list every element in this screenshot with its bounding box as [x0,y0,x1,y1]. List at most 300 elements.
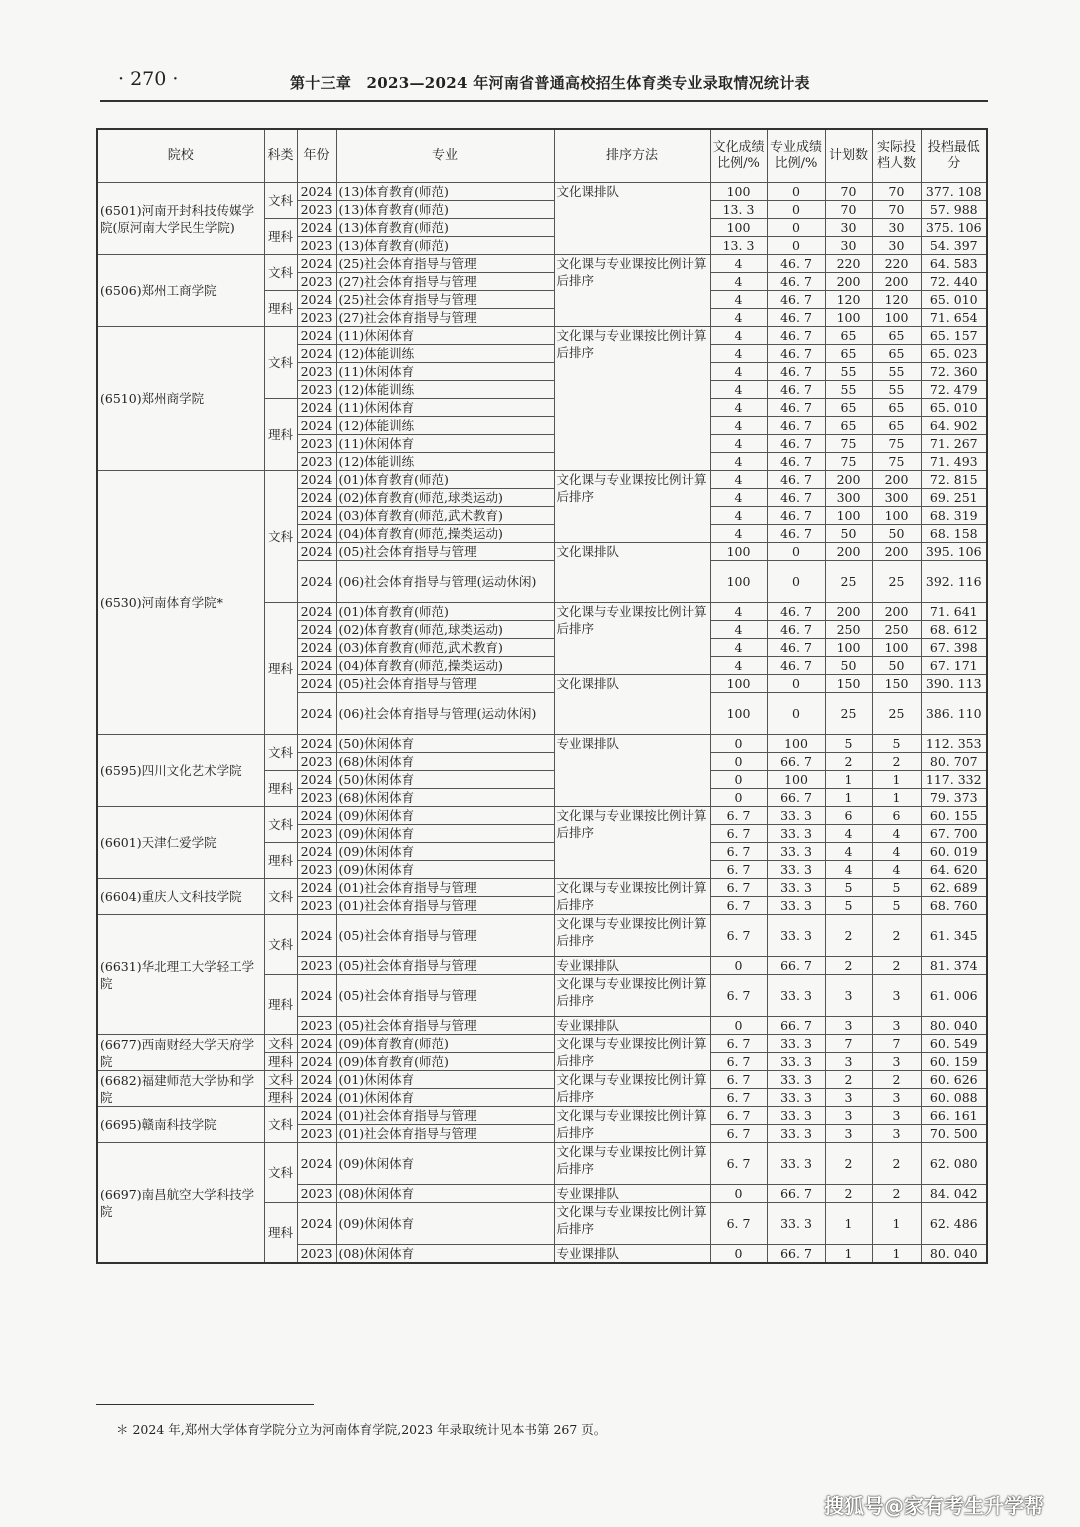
actual-cell: 120 [872,291,921,309]
pro-ratio-cell: 46. 7 [767,471,825,489]
major-cell: (12)体能训练 [336,453,554,471]
pro-ratio-cell: 33. 3 [767,1089,825,1107]
actual-cell: 3 [872,1089,921,1107]
pro-ratio-cell: 46. 7 [767,273,825,291]
plan-cell: 120 [825,291,872,309]
actual-cell: 65 [872,399,921,417]
year-cell: 2024 [297,1053,336,1071]
major-cell: (13)体育教育(师范) [336,237,554,255]
category-cell: 理科 [264,291,297,327]
pro-ratio-cell: 0 [767,237,825,255]
culture-ratio-cell: 100 [710,675,767,693]
major-cell: (09)休闲体育 [336,1143,554,1185]
plan-cell: 1 [825,1245,872,1264]
category-cell: 理科 [264,771,297,807]
col-header-actual: 实际投档人数 [872,129,921,183]
col-header-plan: 计划数 [825,129,872,183]
year-cell: 2023 [297,237,336,255]
school-cell: (6530)河南体育学院* [97,471,264,735]
culture-ratio-cell: 6. 7 [710,861,767,879]
actual-cell: 2 [872,957,921,975]
culture-ratio-cell: 0 [710,1185,767,1203]
min-score-cell: 377. 108 [921,183,987,201]
plan-cell: 2 [825,957,872,975]
culture-ratio-cell: 4 [710,399,767,417]
pro-ratio-cell: 46. 7 [767,639,825,657]
table-row [97,1143,987,1185]
year-cell: 2024 [297,693,336,735]
actual-cell: 25 [872,561,921,603]
plan-cell: 3 [825,975,872,1017]
plan-cell: 3 [825,1017,872,1035]
pro-ratio-cell: 46. 7 [767,417,825,435]
min-score-cell: 67. 700 [921,825,987,843]
plan-cell: 55 [825,363,872,381]
min-score-cell: 72. 479 [921,381,987,399]
major-cell: (50)休闲体育 [336,735,554,753]
min-score-cell: 70. 500 [921,1125,987,1143]
school-cell: (6631)华北理工大学轻工学院 [97,915,264,1035]
plan-cell: 2 [825,1185,872,1203]
method-cell: 文化课与专业课按比例计算后排序 [554,1203,710,1245]
actual-cell: 1 [872,771,921,789]
school-cell: (6697)南昌航空大学科技学院 [97,1143,264,1264]
actual-cell: 100 [872,507,921,525]
plan-cell: 2 [825,1143,872,1185]
culture-ratio-cell: 6. 7 [710,1125,767,1143]
actual-cell: 2 [872,753,921,771]
table-header-row [97,129,987,183]
culture-ratio-cell: 4 [710,381,767,399]
method-cell: 文化课与专业课按比例计算后排序 [554,915,710,957]
min-score-cell: 79. 373 [921,789,987,807]
year-cell: 2024 [297,975,336,1017]
school-cell: (6506)郑州工商学院 [97,255,264,327]
pro-ratio-cell: 46. 7 [767,291,825,309]
plan-cell: 4 [825,861,872,879]
pro-ratio-cell: 33. 3 [767,897,825,915]
page-number: · 270 · [118,68,179,90]
culture-ratio-cell: 0 [710,1017,767,1035]
category-cell: 文科 [264,1143,297,1203]
category-cell: 文科 [264,1071,297,1089]
plan-cell: 75 [825,435,872,453]
plan-cell: 25 [825,693,872,735]
method-cell: 文化课与专业课按比例计算后排序 [554,807,710,879]
page-header [100,66,988,102]
method-cell: 文化课与专业课按比例计算后排序 [554,327,710,471]
culture-ratio-cell: 6. 7 [710,1107,767,1125]
major-cell: (03)体育教育(师范,武术教育) [336,507,554,525]
col-header-culture-ratio: 文化成绩比例/% [710,129,767,183]
major-cell: (01)体育教育(师范) [336,471,554,489]
pro-ratio-cell: 46. 7 [767,657,825,675]
col-header-category: 科类 [264,129,297,183]
actual-cell: 6 [872,807,921,825]
major-cell: (09)体育教育(师范) [336,1035,554,1053]
min-score-cell: 60. 019 [921,843,987,861]
pro-ratio-cell: 46. 7 [767,345,825,363]
actual-cell: 2 [872,915,921,957]
culture-ratio-cell: 4 [710,255,767,273]
plan-cell: 3 [825,1089,872,1107]
method-cell: 文化课与专业课按比例计算后排序 [554,975,710,1017]
pro-ratio-cell: 33. 3 [767,825,825,843]
major-cell: (05)社会体育指导与管理 [336,915,554,957]
pro-ratio-cell: 0 [767,183,825,201]
min-score-cell: 112. 353 [921,735,987,753]
plan-cell: 200 [825,543,872,561]
year-cell: 2024 [297,1107,336,1125]
min-score-cell: 67. 398 [921,639,987,657]
actual-cell: 50 [872,657,921,675]
year-cell: 2023 [297,381,336,399]
min-score-cell: 81. 374 [921,957,987,975]
culture-ratio-cell: 4 [710,345,767,363]
year-cell: 2024 [297,471,336,489]
plan-cell: 100 [825,507,872,525]
major-cell: (68)休闲体育 [336,789,554,807]
school-cell: (6595)四川文化艺术学院 [97,735,264,807]
actual-cell: 3 [872,1017,921,1035]
actual-cell: 3 [872,1107,921,1125]
method-cell: 专业课排队 [554,735,710,807]
method-cell: 文化课排队 [554,543,710,603]
category-cell: 文科 [264,1107,297,1143]
actual-cell: 100 [872,639,921,657]
pro-ratio-cell: 46. 7 [767,525,825,543]
min-score-cell: 68. 760 [921,897,987,915]
plan-cell: 25 [825,561,872,603]
plan-cell: 50 [825,657,872,675]
pro-ratio-cell: 46. 7 [767,603,825,621]
major-cell: (01)休闲体育 [336,1071,554,1089]
plan-cell: 65 [825,399,872,417]
min-score-cell: 395. 106 [921,543,987,561]
pro-ratio-cell: 46. 7 [767,399,825,417]
plan-cell: 65 [825,327,872,345]
pro-ratio-cell: 46. 7 [767,255,825,273]
plan-cell: 7 [825,1035,872,1053]
year-cell: 2023 [297,753,336,771]
table-row [97,807,987,825]
culture-ratio-cell: 6. 7 [710,975,767,1017]
table-row [97,327,987,345]
min-score-cell: 71. 267 [921,435,987,453]
year-cell: 2024 [297,183,336,201]
year-cell: 2023 [297,825,336,843]
actual-cell: 25 [872,693,921,735]
culture-ratio-cell: 4 [710,453,767,471]
major-cell: (25)社会体育指导与管理 [336,291,554,309]
actual-cell: 100 [872,309,921,327]
culture-ratio-cell: 6. 7 [710,879,767,897]
year-cell: 2023 [297,453,336,471]
major-cell: (50)休闲体育 [336,771,554,789]
major-cell: (13)体育教育(师范) [336,219,554,237]
culture-ratio-cell: 0 [710,1245,767,1264]
min-score-cell: 69. 251 [921,489,987,507]
pro-ratio-cell: 33. 3 [767,1053,825,1071]
culture-ratio-cell: 4 [710,603,767,621]
pro-ratio-cell: 33. 3 [767,879,825,897]
min-score-cell: 60. 549 [921,1035,987,1053]
year-cell: 2024 [297,657,336,675]
year-cell: 2024 [297,735,336,753]
method-cell: 文化课与专业课按比例计算后排序 [554,1107,710,1143]
min-score-cell: 392. 116 [921,561,987,603]
actual-cell: 1 [872,789,921,807]
major-cell: (09)休闲体育 [336,843,554,861]
school-cell: (6695)赣南科技学院 [97,1107,264,1143]
min-score-cell: 84. 042 [921,1185,987,1203]
category-cell: 文科 [264,879,297,915]
pro-ratio-cell: 66. 7 [767,1185,825,1203]
method-cell: 专业课排队 [554,1245,710,1264]
method-cell: 文化课与专业课按比例计算后排序 [554,1143,710,1185]
category-cell: 文科 [264,471,297,603]
plan-cell: 2 [825,915,872,957]
culture-ratio-cell: 100 [710,543,767,561]
min-score-cell: 60. 159 [921,1053,987,1071]
actual-cell: 3 [872,1053,921,1071]
actual-cell: 2 [872,1143,921,1185]
culture-ratio-cell: 6. 7 [710,825,767,843]
table-row [97,735,987,753]
year-cell: 2024 [297,543,336,561]
pro-ratio-cell: 100 [767,735,825,753]
major-cell: (05)社会体育指导与管理 [336,975,554,1017]
actual-cell: 5 [872,897,921,915]
min-score-cell: 72. 360 [921,363,987,381]
major-cell: (11)休闲体育 [336,363,554,381]
plan-cell: 200 [825,471,872,489]
pro-ratio-cell: 46. 7 [767,309,825,327]
actual-cell: 1 [872,1203,921,1245]
year-cell: 2023 [297,1185,336,1203]
school-cell: (6501)河南开封科技传媒学院(原河南大学民生学院) [97,183,264,255]
pro-ratio-cell: 46. 7 [767,363,825,381]
actual-cell: 2 [872,1185,921,1203]
major-cell: (09)休闲体育 [336,861,554,879]
pro-ratio-cell: 66. 7 [767,957,825,975]
min-score-cell: 65. 010 [921,291,987,309]
school-cell: (6510)郑州商学院 [97,327,264,471]
pro-ratio-cell: 33. 3 [767,1143,825,1185]
pro-ratio-cell: 33. 3 [767,1125,825,1143]
year-cell: 2024 [297,399,336,417]
major-cell: (01)社会体育指导与管理 [336,897,554,915]
major-cell: (04)体育教育(师范,操类运动) [336,657,554,675]
min-score-cell: 65. 023 [921,345,987,363]
major-cell: (02)体育教育(师范,球类运动) [336,621,554,639]
year-cell: 2023 [297,1245,336,1264]
major-cell: (09)体育教育(师范) [336,1053,554,1071]
major-cell: (25)社会体育指导与管理 [336,255,554,273]
col-header-major: 专业 [336,129,554,183]
major-cell: (11)休闲体育 [336,327,554,345]
culture-ratio-cell: 4 [710,489,767,507]
major-cell: (12)体能训练 [336,417,554,435]
plan-cell: 100 [825,639,872,657]
table-row [97,1107,987,1125]
year-cell: 2024 [297,1071,336,1089]
year-cell: 2024 [297,561,336,603]
actual-cell: 3 [872,975,921,1017]
category-cell: 文科 [264,735,297,771]
category-cell: 文科 [264,915,297,975]
plan-cell: 6 [825,807,872,825]
actual-cell: 150 [872,675,921,693]
plan-cell: 4 [825,843,872,861]
table-row [97,1035,987,1053]
pro-ratio-cell: 33. 3 [767,1203,825,1245]
major-cell: (13)体育教育(师范) [336,201,554,219]
year-cell: 2023 [297,1017,336,1035]
category-cell: 理科 [264,975,297,1035]
method-cell: 专业课排队 [554,1185,710,1203]
plan-cell: 50 [825,525,872,543]
year-cell: 2023 [297,1125,336,1143]
actual-cell: 70 [872,201,921,219]
major-cell: (01)社会体育指导与管理 [336,1125,554,1143]
pro-ratio-cell: 33. 3 [767,1071,825,1089]
major-cell: (09)休闲体育 [336,825,554,843]
category-cell: 理科 [264,219,297,255]
min-score-cell: 65. 157 [921,327,987,345]
major-cell: (01)体育教育(师范) [336,603,554,621]
plan-cell: 3 [825,1125,872,1143]
pro-ratio-cell: 0 [767,543,825,561]
major-cell: (05)社会体育指导与管理 [336,675,554,693]
year-cell: 2024 [297,915,336,957]
year-cell: 2024 [297,345,336,363]
method-cell: 文化课排队 [554,675,710,735]
year-cell: 2024 [297,489,336,507]
method-cell: 文化课与专业课按比例计算后排序 [554,471,710,543]
plan-cell: 1 [825,771,872,789]
category-cell: 理科 [264,603,297,735]
category-cell: 理科 [264,1053,297,1071]
pro-ratio-cell: 66. 7 [767,753,825,771]
pro-ratio-cell: 33. 3 [767,843,825,861]
culture-ratio-cell: 0 [710,735,767,753]
actual-cell: 4 [872,843,921,861]
min-score-cell: 61. 345 [921,915,987,957]
plan-cell: 70 [825,183,872,201]
plan-cell: 1 [825,1203,872,1245]
pro-ratio-cell: 0 [767,219,825,237]
year-cell: 2024 [297,525,336,543]
year-cell: 2024 [297,1143,336,1185]
year-cell: 2024 [297,621,336,639]
culture-ratio-cell: 100 [710,183,767,201]
pro-ratio-cell: 100 [767,771,825,789]
actual-cell: 220 [872,255,921,273]
culture-ratio-cell: 6. 7 [710,1203,767,1245]
min-score-cell: 60. 088 [921,1089,987,1107]
culture-ratio-cell: 4 [710,471,767,489]
actual-cell: 65 [872,417,921,435]
table-body [97,183,987,1264]
actual-cell: 5 [872,735,921,753]
culture-ratio-cell: 6. 7 [710,843,767,861]
pro-ratio-cell: 66. 7 [767,789,825,807]
plan-cell: 2 [825,753,872,771]
culture-ratio-cell: 6. 7 [710,1143,767,1185]
actual-cell: 4 [872,825,921,843]
year-cell: 2024 [297,771,336,789]
min-score-cell: 62. 080 [921,1143,987,1185]
major-cell: (02)体育教育(师范,球类运动) [336,489,554,507]
major-cell: (11)休闲体育 [336,435,554,453]
category-cell: 文科 [264,1035,297,1053]
major-cell: (68)休闲体育 [336,753,554,771]
culture-ratio-cell: 100 [710,693,767,735]
category-cell: 文科 [264,327,297,399]
min-score-cell: 64. 902 [921,417,987,435]
min-score-cell: 386. 110 [921,693,987,735]
culture-ratio-cell: 13. 3 [710,201,767,219]
actual-cell: 4 [872,861,921,879]
pro-ratio-cell: 46. 7 [767,489,825,507]
actual-cell: 50 [872,525,921,543]
min-score-cell: 72. 815 [921,471,987,489]
year-cell: 2024 [297,807,336,825]
year-cell: 2024 [297,879,336,897]
culture-ratio-cell: 4 [710,309,767,327]
culture-ratio-cell: 4 [710,657,767,675]
min-score-cell: 66. 161 [921,1107,987,1125]
actual-cell: 300 [872,489,921,507]
min-score-cell: 80. 040 [921,1245,987,1264]
culture-ratio-cell: 0 [710,957,767,975]
footnote: ＊ 2024 年,郑州大学体育学院分立为河南体育学院,2023 年录取统计见本书第 267 页。 [116,1422,607,1437]
major-cell: (01)社会体育指导与管理 [336,879,554,897]
year-cell: 2023 [297,201,336,219]
col-header-pro-ratio: 专业成绩比例/% [767,129,825,183]
pro-ratio-cell: 33. 3 [767,1107,825,1125]
culture-ratio-cell: 4 [710,273,767,291]
min-score-cell: 54. 397 [921,237,987,255]
category-cell: 文科 [264,183,297,219]
culture-ratio-cell: 4 [710,639,767,657]
min-score-cell: 60. 626 [921,1071,987,1089]
actual-cell: 65 [872,327,921,345]
major-cell: (06)社会体育指导与管理(运动休闲) [336,693,554,735]
major-cell: (05)社会体育指导与管理 [336,1017,554,1035]
actual-cell: 200 [872,273,921,291]
culture-ratio-cell: 4 [710,291,767,309]
table-row [97,471,987,489]
major-cell: (03)体育教育(师范,武术教育) [336,639,554,657]
major-cell: (09)休闲体育 [336,1203,554,1245]
culture-ratio-cell: 0 [710,753,767,771]
pro-ratio-cell: 46. 7 [767,435,825,453]
culture-ratio-cell: 6. 7 [710,1035,767,1053]
culture-ratio-cell: 4 [710,327,767,345]
actual-cell: 1 [872,1245,921,1264]
major-cell: (13)体育教育(师范) [336,183,554,201]
year-cell: 2023 [297,897,336,915]
watermark: 搜狐号@家有考生升学帮 [824,1494,1044,1518]
method-cell: 文化课与专业课按比例计算后排序 [554,1035,710,1071]
year-cell: 2024 [297,291,336,309]
year-cell: 2024 [297,675,336,693]
method-cell: 文化课与专业课按比例计算后排序 [554,879,710,915]
category-cell: 文科 [264,255,297,291]
year-cell: 2024 [297,417,336,435]
